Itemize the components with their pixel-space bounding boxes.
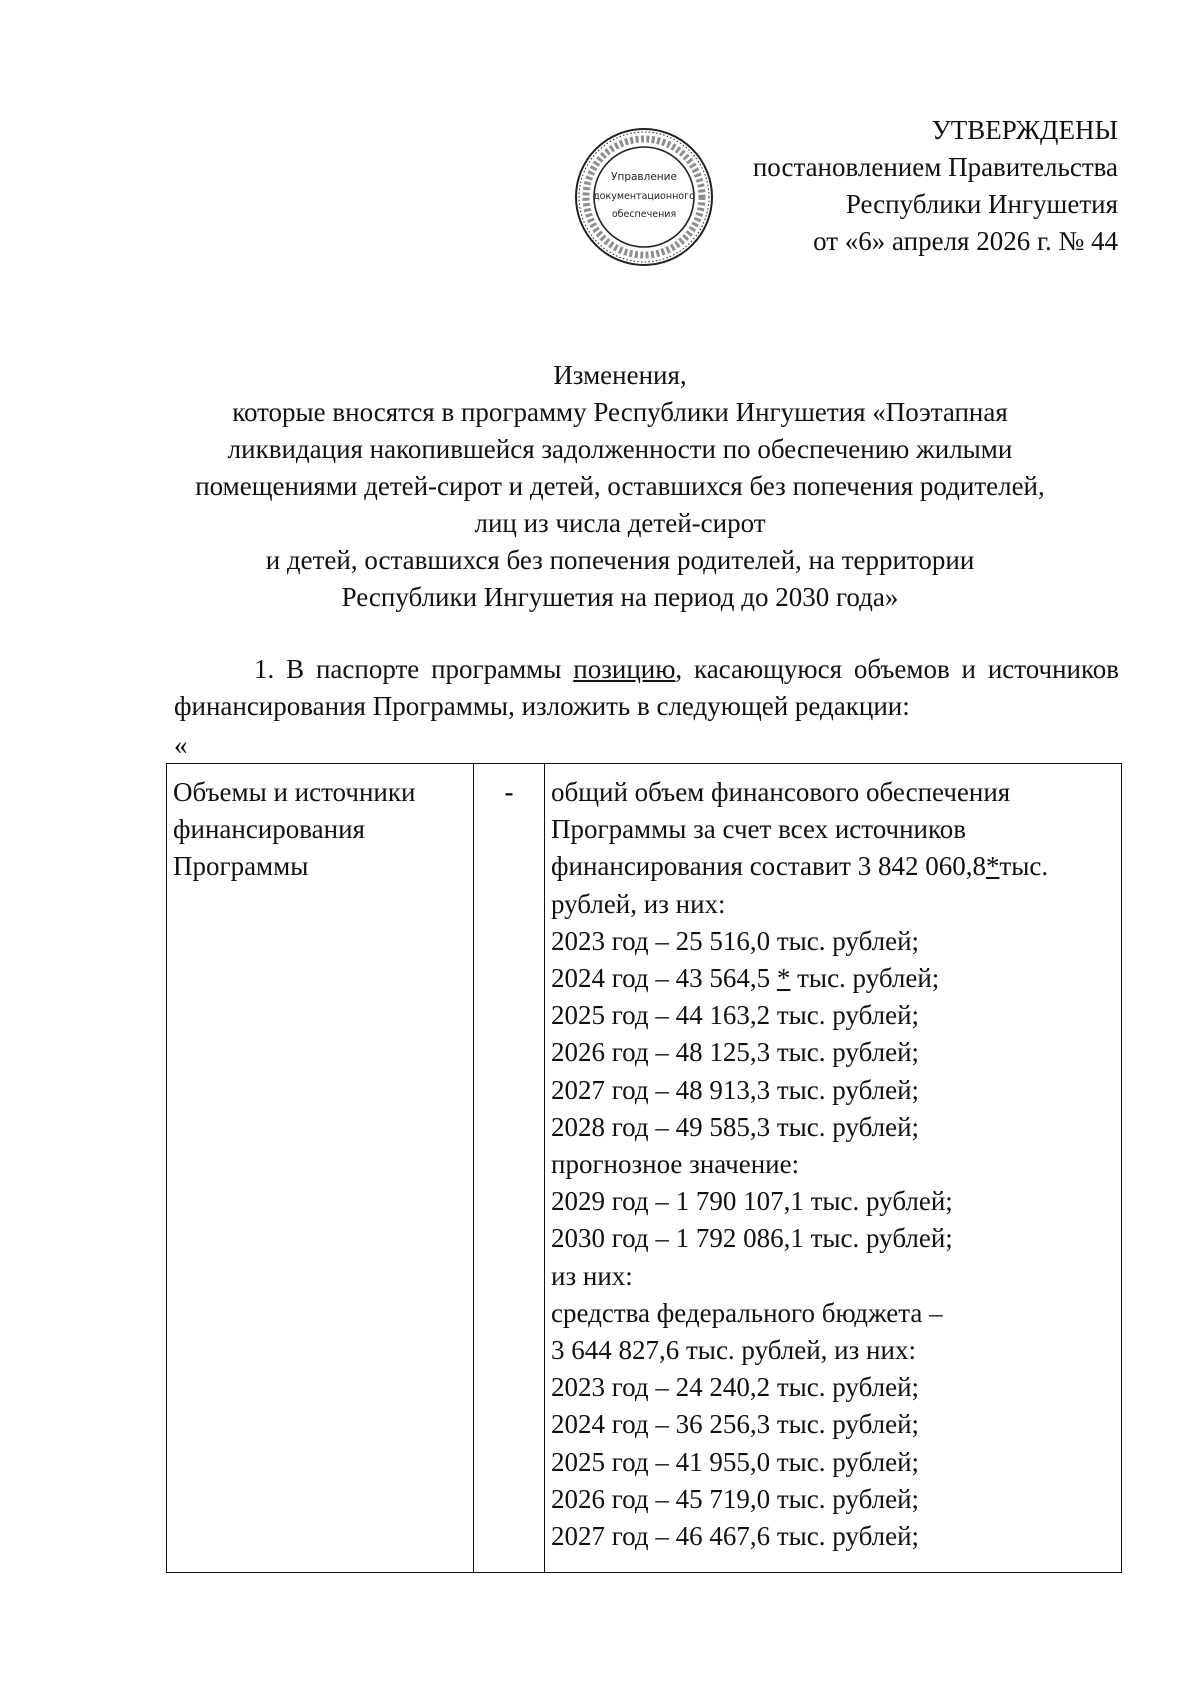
content-cell [545,764,1122,1573]
content-line: 2027 год – 48 913,3 тыс. рублей; [551,1074,920,1105]
footnote-mark[interactable]: * [985,851,1000,882]
paragraph-text: , касающуюся объемов и источников финансирования Программы, изложить в следующей редакции: [174,654,1119,721]
title-line: и детей, оставшихся без попечения родителей, на территории [265,545,975,575]
opening-quote: « [174,730,188,760]
content-line: 2023 год – 25 516,0 тыс. рублей; [551,925,920,956]
content-line: 2023 год – 24 240,2 тыс. рублей; [551,1372,920,1403]
approval-block [658,112,1118,260]
content-line: прогнозное значение: [551,1149,800,1180]
content-line: 2027 год – 46 467,6 тыс. рублей; [551,1521,920,1552]
document-title [120,357,1120,616]
content-line: рублей, из них: [551,888,726,919]
content-line: 2029 год – 1 790 107,1 тыс. рублей; [551,1186,953,1217]
title-line: Изменения, [553,360,687,390]
content-text: 2024 год – 43 564,5 [551,963,777,994]
seal-line-2: документационного [593,191,695,202]
content-line: 2025 год – 44 163,2 тыс. рублей; [551,1000,920,1031]
title-line: помещениями детей-сирот и детей, оставшихся без попечения родителей, [195,471,1045,501]
content-line: 2025 год – 41 955,0 тыс. рублей; [551,1446,920,1477]
content-line: 2024 год – 36 256,3 тыс. рублей; [551,1409,920,1440]
label-line: Объемы и источники [173,777,416,807]
content-line: из них: [551,1260,633,1291]
content-line: 2028 год – 49 585,3 тыс. рублей; [551,1111,920,1142]
table-row [167,764,1122,1573]
paragraph-text: 1. В паспорте программы [254,654,574,684]
title-line: ликвидация накопившейся задолженности по обеспечению жилыми [227,434,1013,464]
passport-table [166,763,1122,1573]
content-line: средства федерального бюджета – [551,1297,943,1328]
content-line: 2026 год – 45 719,0 тыс. рублей; [551,1483,920,1514]
title-line: лиц из числа детей-сирот [474,508,766,538]
content-text: тыс. рублей; [790,963,940,994]
paragraph-1 [174,651,1119,725]
content-line: Программы за счет всех источников [551,814,967,845]
approval-line: Республики Ингушетия [845,189,1118,219]
content-line: 2026 год – 48 125,3 тыс. рублей; [551,1037,920,1068]
seal-line-1: Управление [611,171,677,183]
official-seal [573,126,715,268]
content-line: 2030 год – 1 792 086,1 тыс. рублей; [551,1223,953,1254]
dash-cell: - [474,764,545,1573]
content-text: тыс. [999,851,1049,882]
label-cell [167,764,474,1573]
content-text: финансирования составит 3 842 060,8 [551,851,986,882]
content-line: 3 644 827,6 тыс. рублей, из них: [551,1335,916,1366]
content-line: общий объем финансового обеспечения [551,777,1011,807]
content-line-total [551,848,1115,885]
title-line: Республики Ингушетия на период до 2030 года» [341,582,899,612]
seal-line-3: обеспечения [611,209,677,220]
footnote-mark[interactable]: * [776,963,791,994]
position-link[interactable]: позицию [573,654,676,684]
approval-date-number: от «6» апреля 2026 г. № 44 [813,226,1118,256]
title-line: которые вносятся в программу Республики Ингушетия «Поэтапная [232,397,1008,427]
label-line: финансирования [173,814,365,845]
approval-heading: УТВЕРЖДЕНЫ [931,115,1118,145]
content-line-2024 [551,960,1115,997]
approval-line: постановлением Правительства [752,152,1118,182]
label-line: Программы [173,851,309,882]
